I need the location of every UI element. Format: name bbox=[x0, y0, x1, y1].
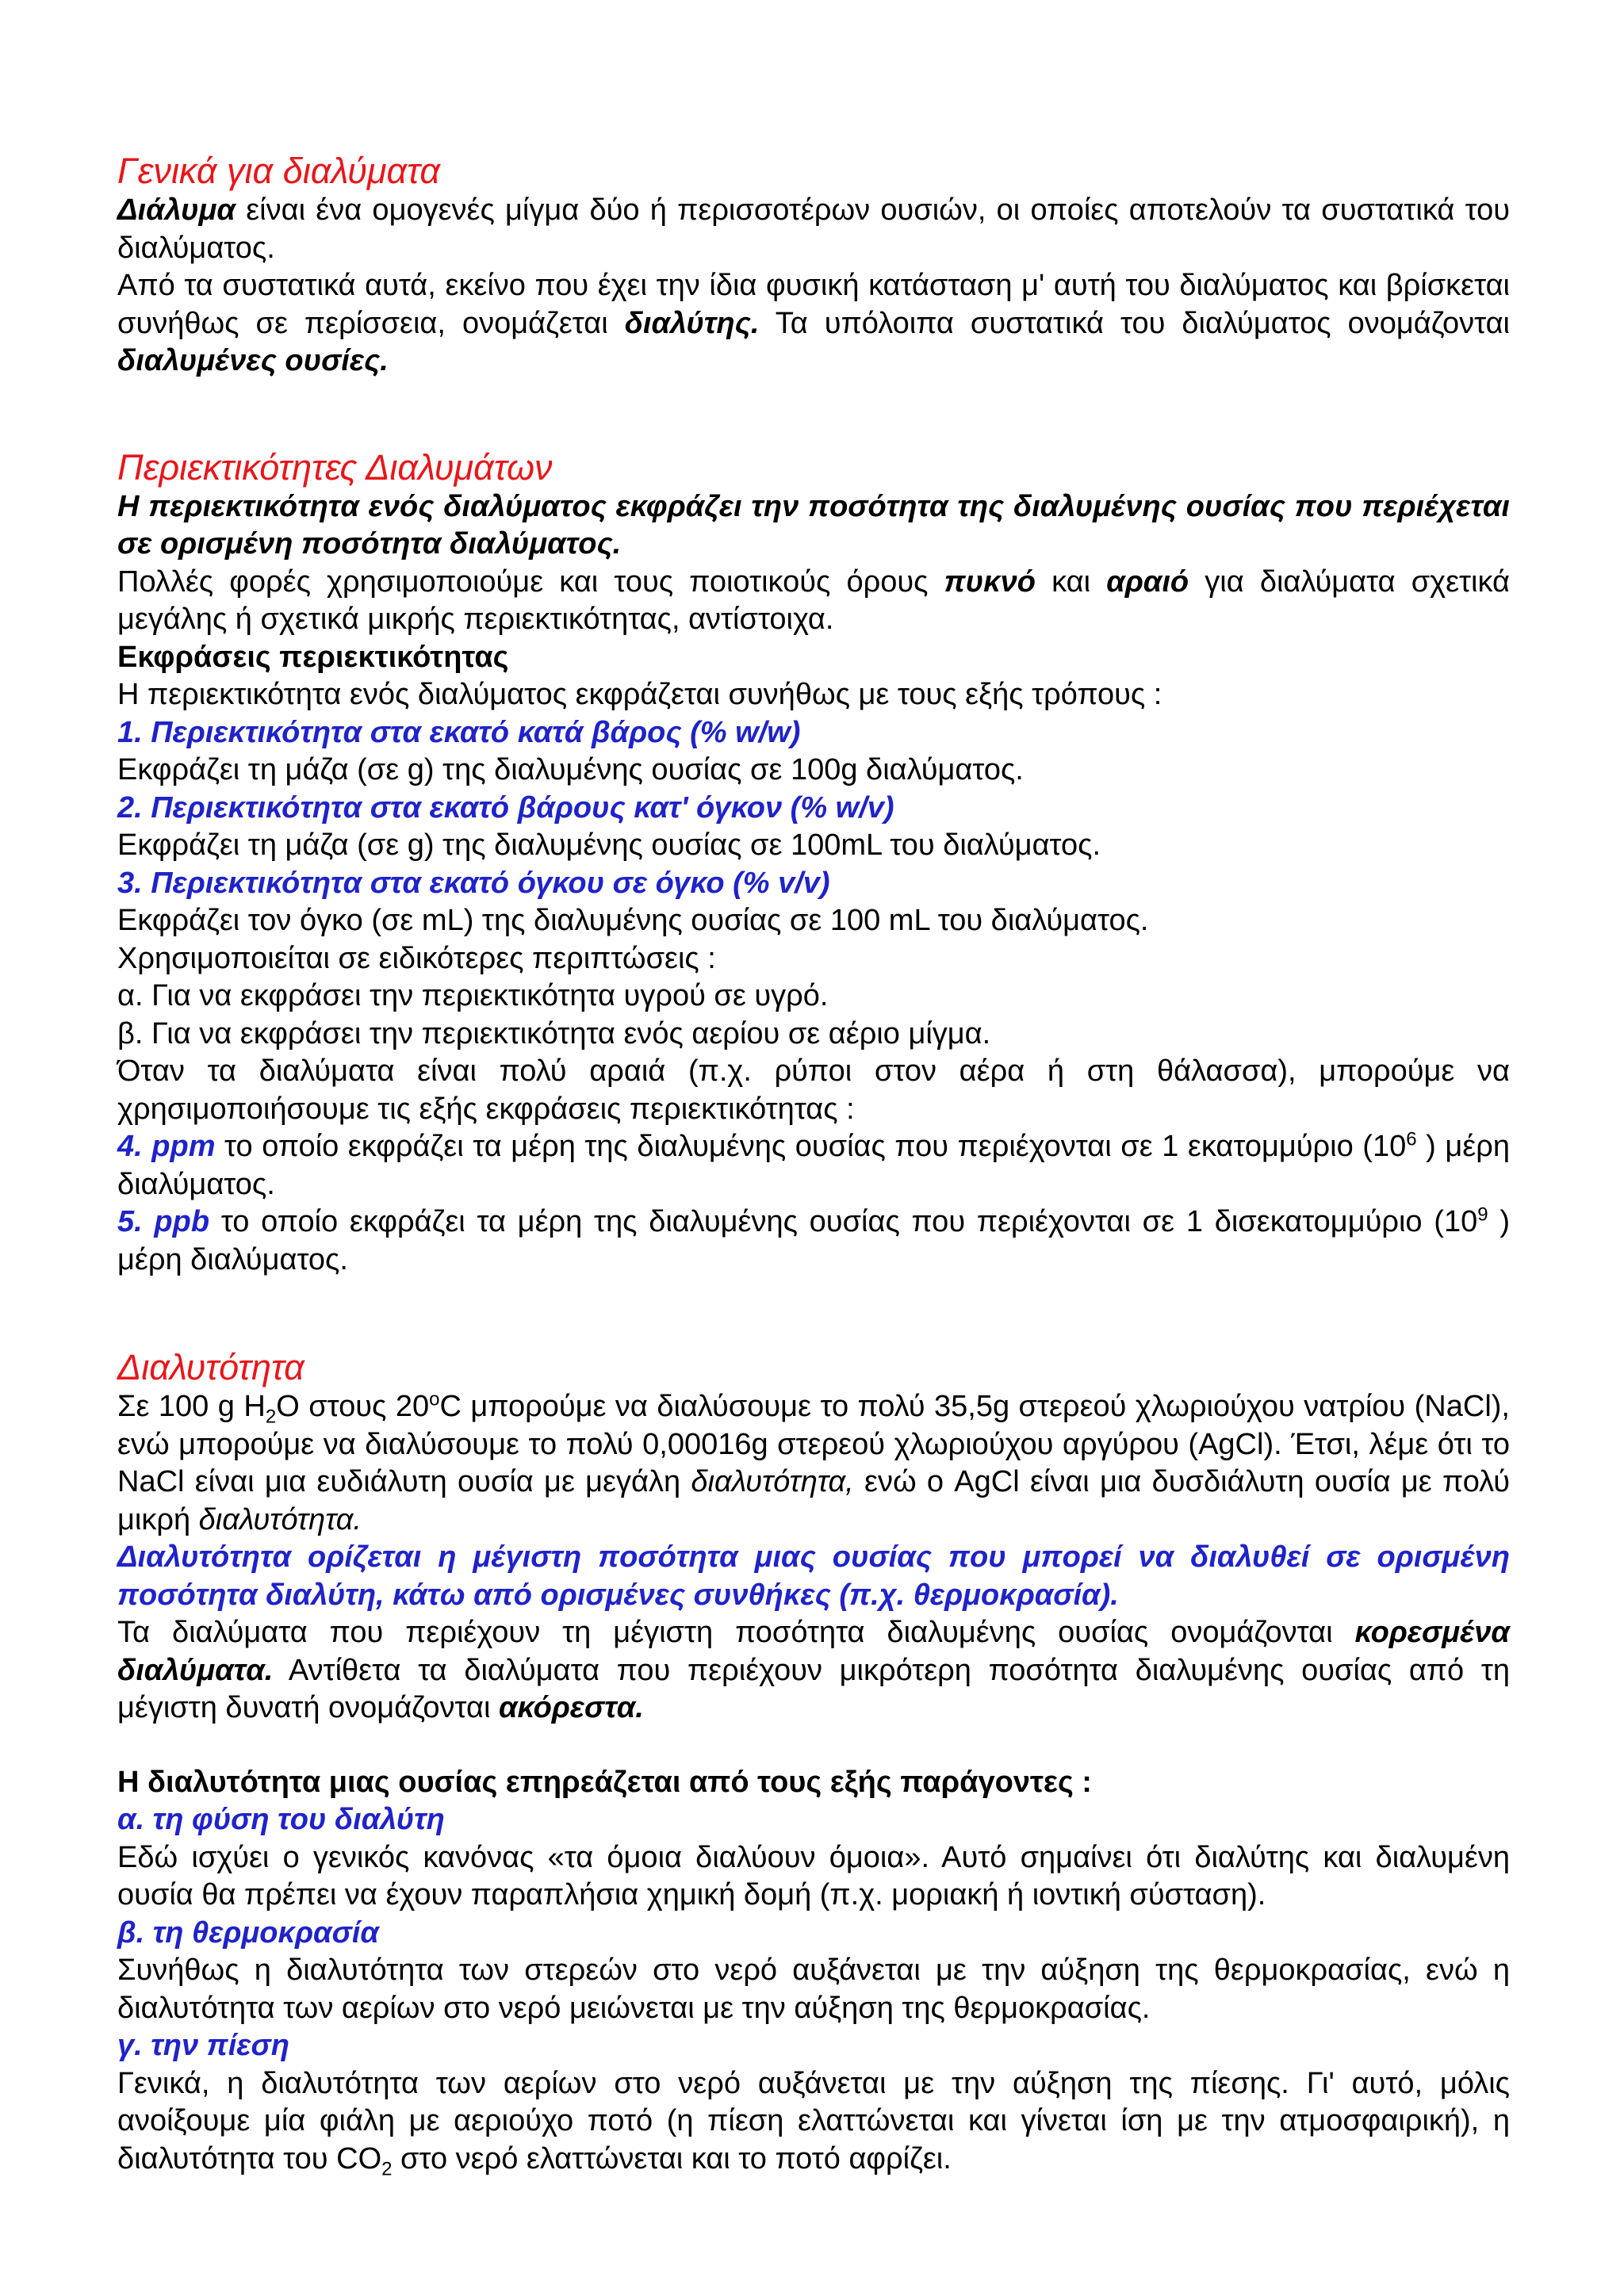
section-title-solutions: Γενικά για διαλύματα bbox=[117, 151, 440, 191]
text: το οποίο εκφράζει τα μέρη της διαλυμένης ουσίας που περιέχονται σε 1 εκατομμύριο (10 bbox=[215, 1130, 1407, 1163]
text: Γενικά, η διαλυτότητα των αερίων στο νερό αυξάνεται με την αύξηση της πίεσης. Γι' αυτό, μόλις ανοίξουμε μία φιάλη με αεριούχο ποτό (η πίεση ελαττώνεται και γίνεται ίση με την ατμοσφαιρική), η διαλυτότητα του CO bbox=[117, 2066, 1510, 2175]
factor-c-title: γ. την πίεση bbox=[117, 2029, 289, 2062]
item-1-text: Εκφράζει τη μάζα (σε g) της διαλυμένης ουσίας σε 100g διαλύματος. bbox=[117, 753, 1024, 786]
text: ) μέρη διαλύματος. bbox=[117, 1130, 1510, 1201]
text: Από τα συστατικά αυτά, εκείνο που έχει την ίδια φυσική κατάσταση μ' αυτή του διαλύματος και βρίσκεται συνήθως σε περίσσεια, ονομάζεται bbox=[117, 269, 1510, 340]
item-5-title: 5. ppb bbox=[117, 1205, 210, 1238]
factor-a-title: α. τη φύση του διαλύτη bbox=[117, 1803, 445, 1836]
subheading-expressions: Εκφράσεις περιεκτικότητας bbox=[117, 640, 509, 674]
term-solubility: διαλυτότητα. bbox=[198, 1502, 362, 1536]
text: Πολλές φορές χρησιμοποιούμε και τους ποιοτικούς όρους bbox=[117, 564, 944, 599]
expressions-intro: Η περιεκτικότητα ενός διαλύματος εκφράζεται συνήθως με τους εξής τρόπους : bbox=[117, 678, 1162, 711]
text: Σε 100 g H bbox=[117, 1390, 266, 1423]
paragraph-solution-definition bbox=[117, 192, 1510, 267]
section-title-solubility: Διαλυτότητα bbox=[117, 1347, 304, 1387]
item-3-case-b: β. Για να εκφράσει την περιεκτικότητα ενός αερίου σε αέριο μίγμα. bbox=[117, 1016, 991, 1050]
item-5-ppb bbox=[117, 1203, 1510, 1279]
text: είναι ένα ομογενές μίγμα δύο ή περισσοτέρων ουσιών, οι οποίες αποτελούν τα συστατικά του διαλύματος. bbox=[117, 193, 1510, 265]
factor-b-text: Συνήθως η διαλυτότητα των στερεών στο νερό αυξάνεται με την αύξηση της θερμοκρασίας, ενώ η διαλυτότητα των αερίων στο νερό μειώνεται με την αύξηση της θερμοκρασίας. bbox=[117, 1954, 1510, 2025]
solubility-definition: Διαλυτότητα ορίζεται η μέγιστη ποσότητα μιας ουσίας που μπορεί να διαλυθεί σε ορισμένη ποσότητα διαλύτη, κάτω από ορισμένες συνθήκες (π.χ. θερμοκρασία). bbox=[117, 1540, 1510, 1612]
term-unsaturated: ακόρεστα. bbox=[498, 1691, 644, 1724]
item-2-text: Εκφράζει τη μάζα (σε g) της διαλυμένης ουσίας σε 100mL του διαλύματος. bbox=[117, 828, 1101, 862]
factors-heading: Η διαλυτότητα μιας ουσίας επηρεάζεται από τους εξής παράγοντες : bbox=[117, 1765, 1092, 1799]
paragraph-saturated bbox=[117, 1614, 1510, 1728]
paragraph-qualitative-terms bbox=[117, 564, 1510, 639]
term-solution: Διάλυμα bbox=[117, 193, 236, 227]
item-3-title: 3. Περιεκτικότητα στα εκατό όγκου σε όγκο (% v/v) bbox=[117, 866, 830, 900]
term-solutes: διαλυμένες ουσίες. bbox=[117, 344, 389, 377]
item-3-text: Εκφράζει τον όγκο (σε mL) της διαλυμένης ουσίας σε 100 mL του διαλύματος. bbox=[117, 904, 1149, 937]
item-2-title: 2. Περιεκτικότητα στα εκατό βάρους κατ' όγκον (% w/v) bbox=[117, 790, 894, 825]
term-solvent: διαλύτης. bbox=[624, 306, 760, 340]
exponent: 9 bbox=[1477, 1203, 1488, 1226]
factor-b-title: β. τη θερμοκρασία bbox=[117, 1915, 379, 1950]
text: O στους 20 bbox=[276, 1390, 430, 1423]
factor-a-text: Εδώ ισχύει ο γενικός κανόνας «τα όμοια διαλύουν όμοια». Αυτό σημαίνει ότι διαλύτης και διαλυμένη ουσία θα πρέπει να έχουν παραπλήσια χημική δομή (π.χ. μοριακή ή ιοντική σύσταση). bbox=[117, 1840, 1510, 1911]
item-3-use: Χρησιμοποιείται σε ειδικότερες περιπτώσεις : bbox=[117, 941, 716, 975]
factor-c-text bbox=[117, 2065, 1510, 2179]
exponent: 6 bbox=[1406, 1128, 1417, 1150]
text: ενώ ο AgCl είναι μια δυσδιάλυτη ουσία με πολύ μικρή bbox=[117, 1465, 1510, 1536]
item-4-ppm bbox=[117, 1128, 1510, 1203]
document-page bbox=[117, 151, 1510, 2178]
item-3-case-a: α. Για να εκφράσει την περιεκτικότητα υγρού σε υγρό. bbox=[117, 979, 829, 1012]
text: Αντίθετα τα διαλύματα που περιέχουν μικρότερη ποσότητα διαλυμένης ουσίας από τη μέγιστη δυνατή ονομάζονται bbox=[117, 1653, 1510, 1724]
superscript: o bbox=[429, 1388, 440, 1410]
text: ) μέρη διαλύματος. bbox=[117, 1205, 1510, 1276]
term-saturated: κορεσμένα διαλύματα. bbox=[117, 1616, 1510, 1687]
text: Τα υπόλοιπα συστατικά του διαλύματος ονομάζονται bbox=[759, 306, 1510, 340]
paragraph-solubility-example bbox=[117, 1388, 1510, 1539]
dilute-solutions-paragraph: Όταν τα διαλύματα είναι πολύ αραιά (π.χ. ρύποι στον αέρα ή στη θάλασσα), μπορούμε να χρησιμοποιήσουμε τις εξής εκφράσεις περιεκτικότητας : bbox=[117, 1054, 1510, 1126]
section-title-concentrations: Περιεκτικότητες Διαλυμάτων bbox=[117, 446, 553, 488]
text: C μπορούμε να διαλύσουμε το πολύ 35,5g στερεού χλωριούχου νατρίου (NaCl), ενώ μπορούμε να διαλύσουμε το πολύ 0,00016g στερεού χλωριούχου αργύρου (AgCl). Έτσι, λέμε ότι το NaCl είναι μια ευδιάλυτη ουσία με μεγάλη bbox=[117, 1390, 1510, 1498]
text: το οποίο εκφράζει τα μέρη της διαλυμένης ουσίας που περιέχονται σε 1 δισεκατομμύριο (10 bbox=[209, 1205, 1478, 1238]
item-4-title: 4. ppm bbox=[117, 1130, 216, 1163]
term-solubility: διαλυτότητα, bbox=[691, 1465, 854, 1498]
text: στο νερό ελαττώνεται και το ποτό αφρίζει. bbox=[392, 2141, 952, 2175]
text: και bbox=[1035, 564, 1107, 599]
text: για διαλύματα σχετικά μεγάλης ή σχετικά μικρής περιεκτικότητας, αντίστοιχα. bbox=[117, 564, 1511, 636]
text: Τα διαλύματα που περιέχουν τη μέγιστη ποσότητα διαλυμένης ουσίας ονομάζονται bbox=[117, 1616, 1355, 1649]
term-dilute: αραιό bbox=[1106, 564, 1189, 599]
subscript: 2 bbox=[265, 1406, 277, 1428]
concentration-definition: Η περιεκτικότητα ενός διαλύματος εκφράζει την ποσότητα της διαλυμένης ουσίας που περιέχεται σε ορισμένη ποσότητα διαλύματος. bbox=[117, 489, 1510, 561]
paragraph-solvent bbox=[117, 267, 1510, 381]
item-1-title: 1. Περιεκτικότητα στα εκατό κατά βάρος (% w/w) bbox=[117, 715, 801, 749]
term-concentrated: πυκνό bbox=[944, 564, 1036, 599]
subscript: 2 bbox=[381, 2158, 393, 2180]
